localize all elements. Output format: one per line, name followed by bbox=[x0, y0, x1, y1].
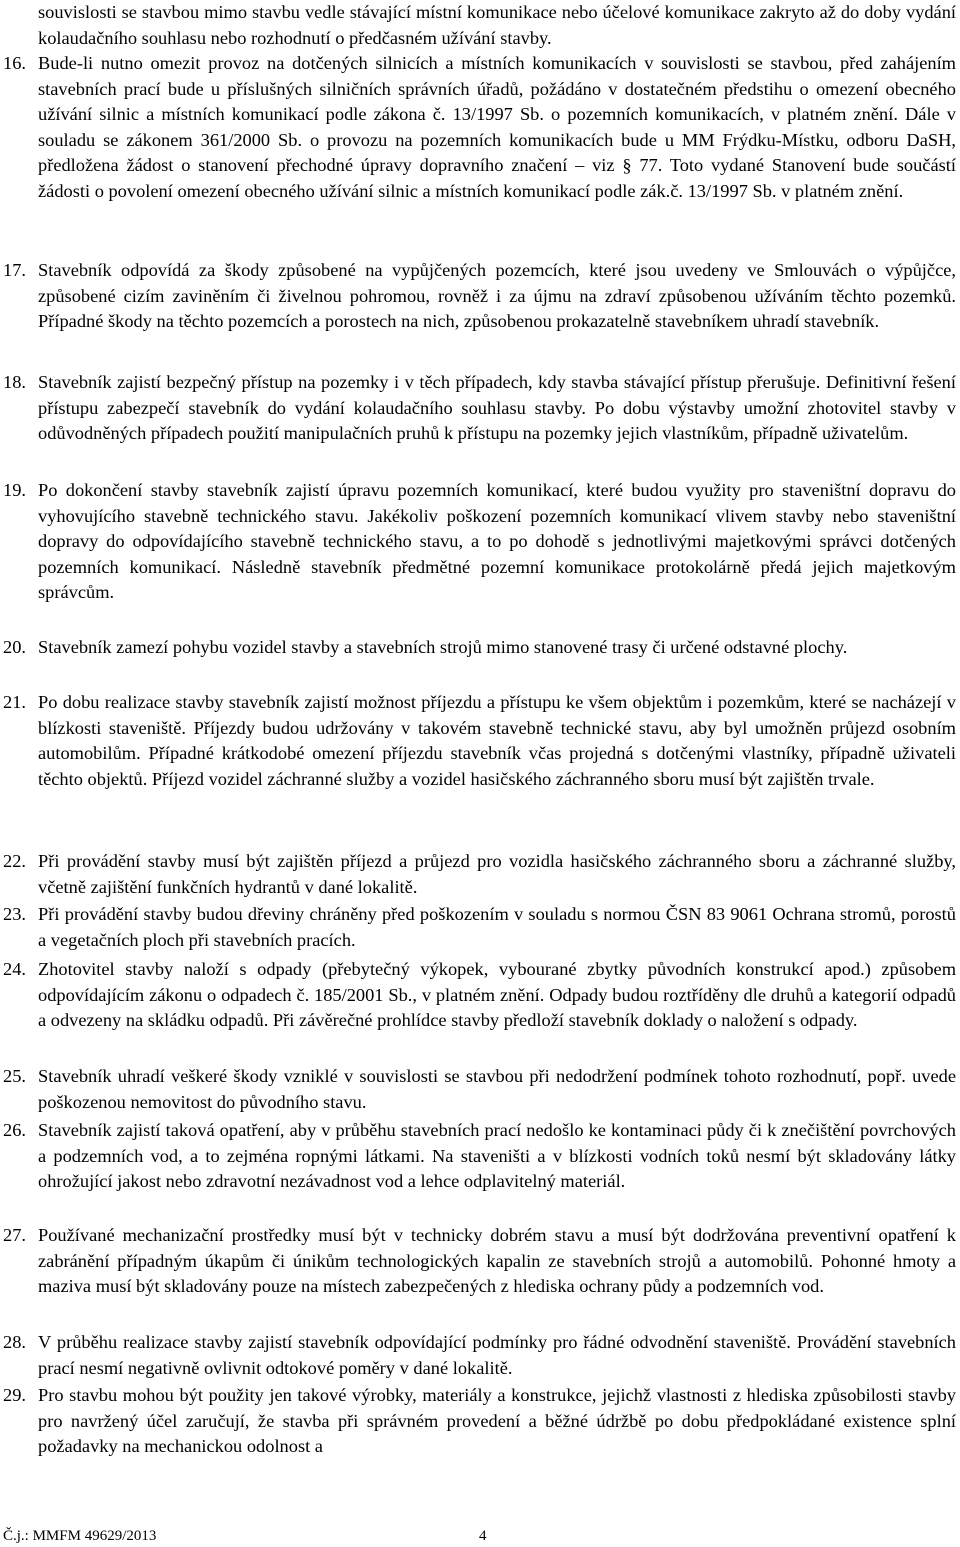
list-item-19 bbox=[0, 478, 956, 606]
list-item-24 bbox=[0, 957, 956, 1034]
item-text: Po dokončení stavby stavebník zajistí úpravu pozemních komunikací, které budou využity pro staveništní dopravu do vyhovujícího stavebně technického stavu. Jakékoliv poškození pozemních komunikací vlivem stavby nebo staveništní dopravy do odpovídajícího stavebně technického stavu, a to po dohodě s jednotlivými majetkovými správci dotčených pozemních komunikací. Následně stavebník předmětné pozemní komunikace protokolárně předá jejich majetkovým správcům. bbox=[38, 480, 956, 603]
list-item-22 bbox=[0, 849, 956, 900]
item-number: 21. bbox=[3, 692, 26, 712]
item-text: V průběhu realizace stavby zajistí stavebník odpovídající podmínky pro řádné odvodnění staveniště. Provádění stavebních prací nesmí negativně ovlivnit odtokové poměry v dané lokalitě. bbox=[38, 1332, 956, 1378]
intro-paragraph: souvislosti se stavbou mimo stavbu vedle stávající místní komunikace nebo účelové komunikace zakryto až do doby vydání kolaudačního souhlasu nebo rozhodnutí o předčasném užívání stavby. bbox=[38, 2, 956, 48]
item-number: 25. bbox=[3, 1066, 26, 1086]
item-text: Stavebník zajistí taková opatření, aby v průběhu stavebních prací nedošlo ke kontaminaci půdy či k znečištění povrchových a podzemních vod, a to zejména ropnými látkami. Na staveništi a v blízkosti vodních toků nesmí být skladovány látky ohrožující jakost nebo zdravotní nezávadnost vod a lehce odplavitelný materiál. bbox=[38, 1120, 956, 1192]
item-number: 17. bbox=[3, 260, 26, 280]
item-text: Bude-li nutno omezit provoz na dotčených silnicích a místních komunikacích v souvislosti se stavbou, před zahájením stavebních prací bude u příslušných silničních správních úřadů, požádáno v dostatečném předstihu o omezení obecného užívání silnic a místních komunikací podle zákona č. 13/1997 Sb. o pozemních komunikacích, v platném znění. Dále v souladu se zákonem 361/2000 Sb. o provozu na pozemních komunikacích bude u MM Frýdku-Místku, odboru DaSH, předložena žádost o stanovení přechodné úpravy dopravního značení – viz § 77. Toto vydané Stanovení bude součástí žádosti o povolení omezení obecného užívání silnic a místních komunikací podle zák.č. 13/1997 Sb. v platném znění. bbox=[38, 53, 956, 201]
item-text: Při provádění stavby musí být zajištěn příjezd a průjezd pro vozidla hasičského záchranného sboru a záchranné služby, včetně zajištění funkčních hydrantů v dané lokalitě. bbox=[38, 851, 956, 897]
item-number: 27. bbox=[3, 1225, 26, 1245]
item-number: 28. bbox=[3, 1332, 26, 1352]
list-item-18 bbox=[0, 370, 956, 447]
page-footer bbox=[0, 1525, 960, 1547]
item-number: 26. bbox=[3, 1120, 26, 1140]
item-text: Stavebník uhradí veškeré škody vzniklé v souvislosti se stavbou při nedodržení podmínek tohoto rozhodnutí, popř. uvede poškozenou nemovitost do původního stavu. bbox=[38, 1066, 956, 1112]
list-item-23 bbox=[0, 902, 956, 953]
list-item-26 bbox=[0, 1118, 956, 1195]
list-item-29 bbox=[0, 1383, 956, 1460]
item-text: Používané mechanizační prostředky musí být v technicky dobrém stavu a musí být dodržována preventivní opatření k zabránění případným úkapům či únikům technologických kapalin ze stavebních strojů a automobilů. Pohonné hmoty a maziva musí být skladovány pouze na místech zabezpečených z hlediska ochrany půdy a podzemních vod. bbox=[38, 1225, 956, 1297]
list-item-27 bbox=[0, 1223, 956, 1300]
list-item-16 bbox=[0, 51, 956, 205]
list-item-28 bbox=[0, 1330, 956, 1381]
item-text: Zhotovitel stavby naloží s odpady (přebytečný výkopek, vybourané zbytky původních konstrukcí apod.) způsobem odpovídajícím zákonu o odpadech č. 185/2001 Sb., v platném znění. Odpady budou roztříděny dle druhů a kategorií odpadů a odvezeny na skládku odpadů. Při závěrečné prohlídce stavby předloží stavebník doklady o naložení s odpady. bbox=[38, 959, 956, 1031]
item-text: Pro stavbu mohou být použity jen takové výrobky, materiály a konstrukce, jejichž vlastnosti z hlediska způsobilosti stavby pro navržený účel zaručují, že stavba při správném provedení a běžné údržbě po dobu předpokládané existence splní požadavky na mechanickou odolnost a bbox=[38, 1385, 956, 1457]
list-item-17 bbox=[0, 258, 956, 335]
item-text: Při provádění stavby budou dřeviny chráněny před poškozením v souladu s normou ČSN 83 9061 Ochrana stromů, porostů a vegetačních ploch při stavebních pracích. bbox=[38, 904, 956, 950]
item-text: Stavebník zajistí bezpečný přístup na pozemky i v těch případech, kdy stavba stávající přístup přerušuje. Definitivní řešení přístupu zabezpečí stavebník do vydání kolaudačního souhlasu stavby. Po dobu výstavby umožní zhotovitel stavby v odůvodněných případech použití manipulačních pruhů k přístupu na pozemky jejich vlastníkům, případně uživatelům. bbox=[38, 372, 956, 444]
list-item-21 bbox=[0, 690, 956, 792]
item-text: Stavebník zamezí pohybu vozidel stavby a stavebních strojů mimo stanovené trasy či určené odstavné plochy. bbox=[38, 637, 848, 657]
item-number: 23. bbox=[3, 904, 26, 924]
item-number: 19. bbox=[3, 480, 26, 500]
list-item-25 bbox=[0, 1064, 956, 1115]
item-number: 22. bbox=[3, 851, 26, 871]
item-number: 16. bbox=[3, 53, 26, 73]
item-number: 18. bbox=[3, 372, 26, 392]
item-number: 24. bbox=[3, 959, 26, 979]
item-text: Stavebník odpovídá za škody způsobené na vypůjčených pozemcích, které jsou uvedeny ve Smlouvách o výpůjčce, způsobené cizím zaviněním či živelnou pohromou, rovněž i za újmu na zdraví způsobenou užíváním těchto pozemků. Případné škody na těchto pozemcích a porostech na nich, způsobenou prokazatelně stavebníkem uhradí stavebník. bbox=[38, 260, 956, 332]
item-text: Po dobu realizace stavby stavebník zajistí možnost příjezdu a přístupu ke všem objektům i pozemkům, které se nacházejí v blízkosti staveniště. Příjezdy budou udržovány v takovém stavebně technické stavu, aby byl umožněn průjezd osobním automobilům. Případné krátkodobé omezení příjezdu stavebník včas projedná s dotčenými vlastníky, případně uživateli těchto objektů. Příjezd vozidel záchranné služby a vozidel hasičského záchranného sboru musí být zajištěn trvale. bbox=[38, 692, 956, 789]
list-item-20 bbox=[0, 635, 956, 661]
item-number: 29. bbox=[3, 1385, 26, 1405]
page-number: 4 bbox=[479, 1528, 487, 1544]
item-number: 20. bbox=[3, 637, 26, 657]
document-reference: Č.j.: MMFM 49629/2013 bbox=[3, 1528, 157, 1544]
